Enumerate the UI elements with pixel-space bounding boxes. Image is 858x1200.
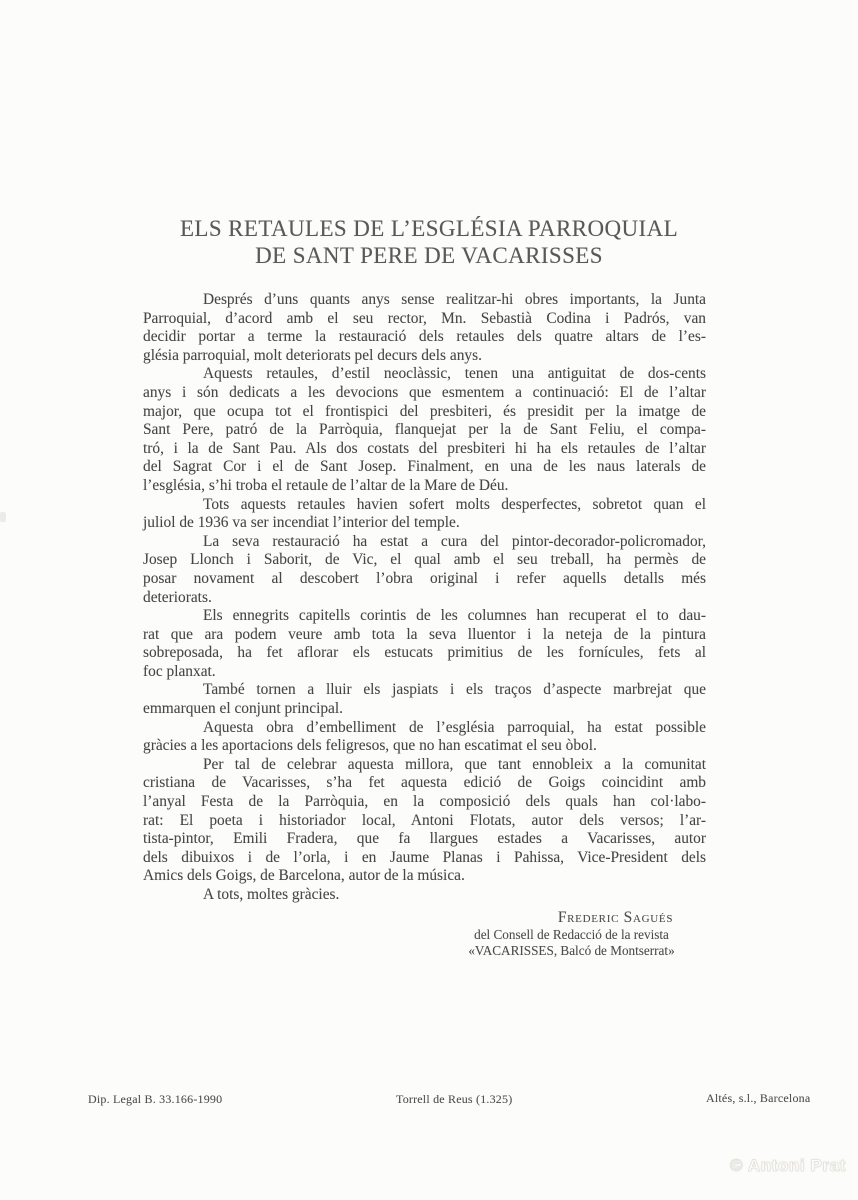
paragraph [143,719,706,756]
text-line: Amics dels Goigs, de Barcelona, autor de la música. [143,867,465,885]
text-line: Josep Llonch i Saborit, de Vic, el qual amb el seu treball, ha permès de [143,551,706,569]
text-line: posar novament al descobert l’obra original i refer aquells detalls més [143,569,706,587]
paragraph [143,681,706,718]
copyright-watermark: © Antoni Prat [730,1156,847,1175]
text-line: cristiana de Vacarisses, s’ha fet aquesta edició de Goigs coincidint amb [143,774,706,792]
signature-name: Frederic Sagués [557,909,674,926]
page-title [0,216,858,269]
text-line: juliol de 1936 va ser incendiat l’interior del temple. [143,514,460,532]
text-line: decidir portar a terme la restauració dels retaules dels quatre altars de l’es- [143,328,706,346]
signature-publication: «VACARISSES, Balcó de Montserrat» [468,943,675,958]
text-line: Per tal de celebrar aquesta millora, que tant ennobleix a la comunitat [203,755,706,773]
footer-printer: Torrell de Reus (1.325) [396,1092,513,1106]
text-line: l’anyal Festa de la Parròquia, en la composició dels quals han col·labo- [143,793,706,811]
text-line: Aquests retaules, d’estil neoclàssic, tenen una antiguitat de dos-cents [203,365,706,383]
text-line: del Sagrat Cor i el de Sant Josep. Finalment, en una de les naus laterals de [143,458,706,476]
paragraph [143,607,706,681]
page-title-line-1: ELS RETAULES DE L’ESGLÉSIA PARROQUIAL [179,216,679,241]
signature-role: del Consell de Redacció de la revista [474,927,669,942]
text-line: Després d’uns quants anys sense realitzar-hi obres importants, la Junta [203,291,706,308]
imprint-footer [0,1092,858,1108]
paragraph [143,291,706,365]
paragraph [143,533,706,607]
paragraph [143,886,706,905]
text-line: major, que ocupa tot el frontispici del presbiteri, és presidit per la imatge de [143,402,706,420]
text-line: Aquesta obra d’embelliment de l’església parroquial, ha estat possible [203,718,706,736]
text-line: Els ennegrits capitells corintis de les columnes han recuperat el to dau- [203,607,706,625]
text-line: anys i són dedicats a les devocions que esmentem a continuació: El de l’altar [143,383,706,401]
text-line: gràcies a les aportacions dels feligresos, que no han escatimat el seu òbol. [143,737,597,755]
footer-legal-deposit: Dip. Legal B. 33.166-1990 [88,1092,223,1106]
text-line: tró, i la de Sant Pau. Als dos costats del presbiteri hi ha els retaules de l’altar [143,439,706,457]
text-line: tista-pintor, Emili Fradera, que fa llargues estades a Vacarisses, autor [143,830,706,848]
paragraph [143,496,706,533]
paragraph [143,365,706,495]
text-line: l’església, s’hi troba el retaule de l’altar de la Mare de Déu. [143,476,509,494]
text-line: També tornen a lluir els jaspiats i els traços d’aspecte marbrejat que [203,681,706,699]
text-line: dels dibuixos i de l’orla, i en Jaume Planas i Pahissa, Vice-President dels [143,848,706,866]
page-title-line-2: DE SANT PERE DE VACARISSES [255,242,603,268]
text-line: deteriorats. [143,588,212,606]
signature-block [455,909,688,959]
text-line: Tots aquests retaules havien sofert molts desperfectes, sobretot quan el [203,495,706,513]
scan-artifact [0,512,6,522]
text-line: emmarquen el conjunt principal. [143,700,344,718]
text-line: Parroquial, d’acord amb el seu rector, Mn. Sebastià Codina i Padrós, van [143,309,706,327]
footer-publisher: Altés, s.l., Barcelona [706,1091,811,1105]
text-line: La seva restauració ha estat a cura del pintor-decorador-policromador, [203,532,706,550]
text-line: foc planxat. [143,662,216,680]
text-line: A tots, moltes gràcies. [203,886,340,903]
paragraph [143,756,706,886]
text-line: rat que ara podem veure amb tota la seva lluentor i la neteja de la pintura [143,625,706,643]
text-line: glésia parroquial, molt deteriorats pel decurs dels anys. [143,346,482,364]
text-line: rat: El poeta i historiador local, Antoni Flotats, autor dels versos; l’ar- [143,811,706,829]
body-text [143,291,706,905]
text-line: Sant Pere, patró de la Parròquia, flanquejat per la de Sant Feliu, el compa- [143,421,706,439]
text-line: sobreposada, ha fet aflorar els estucats primitius de les fornícules, fets al [143,644,706,662]
